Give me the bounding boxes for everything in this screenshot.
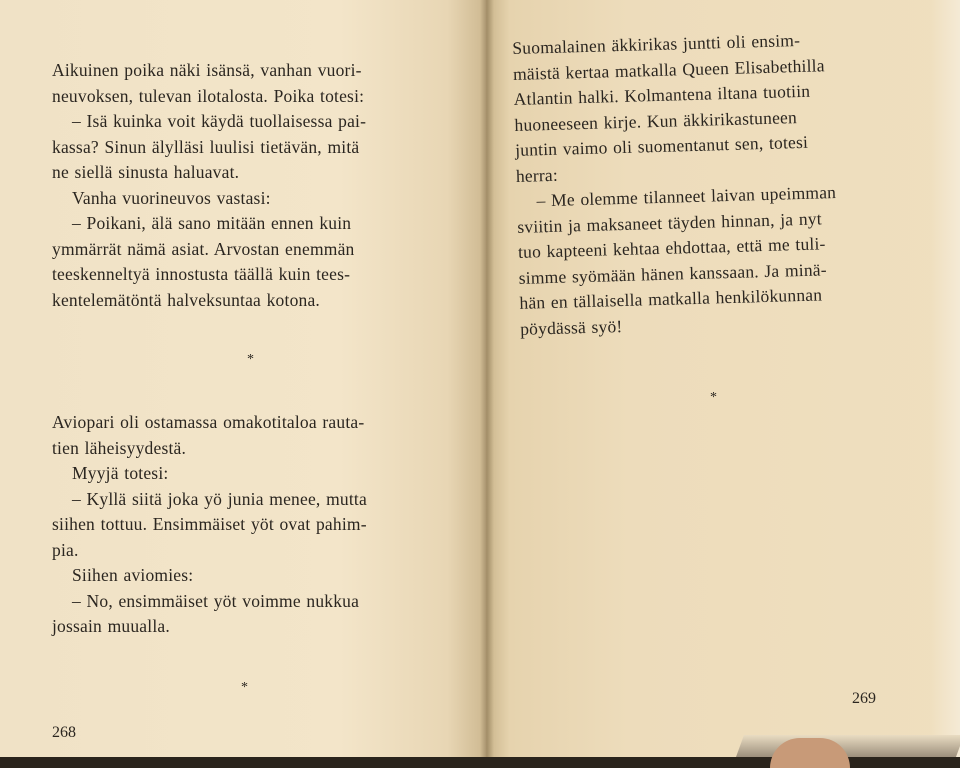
page-edge-highlight [930,0,960,757]
text-line: Myyjä totesi: [72,463,169,483]
separator-star: * [247,352,254,367]
page-stack-edge [736,735,960,757]
book-gutter [480,0,494,757]
text-line: teeskenneltyä innostusta täällä kuin tees- [52,264,351,284]
joke-1-text [52,58,366,313]
text-line: tuo kapteeni kehtaa ehdottaa, että me tuli- [517,233,826,262]
text-line: jossain muualla. [52,616,170,636]
text-line: – Me olemme tilanneet laivan upeimman [536,182,837,211]
text-line: Aviopari oli ostamassa omakotitaloa rauta- [52,412,365,432]
text-line: tien läheisyydestä. [52,437,187,458]
text-line: mäistä kertaa matkalla Queen Elisabethilla [512,54,825,84]
text-line: kassa? Sinun älylläsi luulisi tietävän, mitä [52,136,360,157]
page-number: 269 [852,690,876,707]
text-line: – Isä kuinka voit käydä tuollaisessa pai- [72,111,367,131]
separator-star: * [241,680,248,695]
text-line: ymmärrät nämä asiat. Arvostan enemmän [52,238,355,259]
text-line: pöydässä syö! [519,315,623,339]
right-page [486,0,960,757]
text-line: Atlantin halki. Kolmantena iltana tuotiin [513,80,811,109]
text-line: neuvoksen, tulevan ilotalosta. Poika totesi: [52,85,365,106]
joke-2-text [52,410,367,640]
text-line: Suomalainen äkkirikas juntti oli ensim- [512,29,801,58]
text-line: huoneeseen kirje. Kun äkkirikastuneen [514,106,798,135]
text-line: – Poikani, älä sano mitään ennen kuin [72,213,352,233]
text-line: herra: [515,164,559,186]
left-page [0,0,486,757]
text-line: Siihen aviomies: [72,565,194,585]
text-line: hän en tällaisella matkalla henkilökunnan [519,284,823,313]
text-line: Vanha vuorineuvos vastasi: [72,187,271,208]
text-line: juntin vaimo oli suomentanut sen, totesi [514,131,809,160]
text-line: simme syömään hänen kanssaan. Ja minä- [518,258,827,288]
page-number: 268 [52,724,76,741]
text-line: kentelemätöntä halveksuntaa kotona. [52,289,321,310]
text-line: Aikuinen poika näki isänsä, vanhan vuori- [52,60,362,80]
joke-3-text [512,27,840,342]
text-line: – Kyllä siitä joka yö junia menee, mutta [72,488,367,509]
text-line: – No, ensimmäiset yöt voimme nukkua [72,590,360,611]
separator-star: * [710,390,717,405]
text-line: siihen tottuu. Ensimmäiset yöt ovat pahim- [52,514,367,534]
text-line: ne siellä sinusta haluavat. [52,162,240,182]
text-line: pia. [52,539,79,560]
text-line: sviitin ja maksaneet täyden hinnan, ja nyt [517,207,823,237]
